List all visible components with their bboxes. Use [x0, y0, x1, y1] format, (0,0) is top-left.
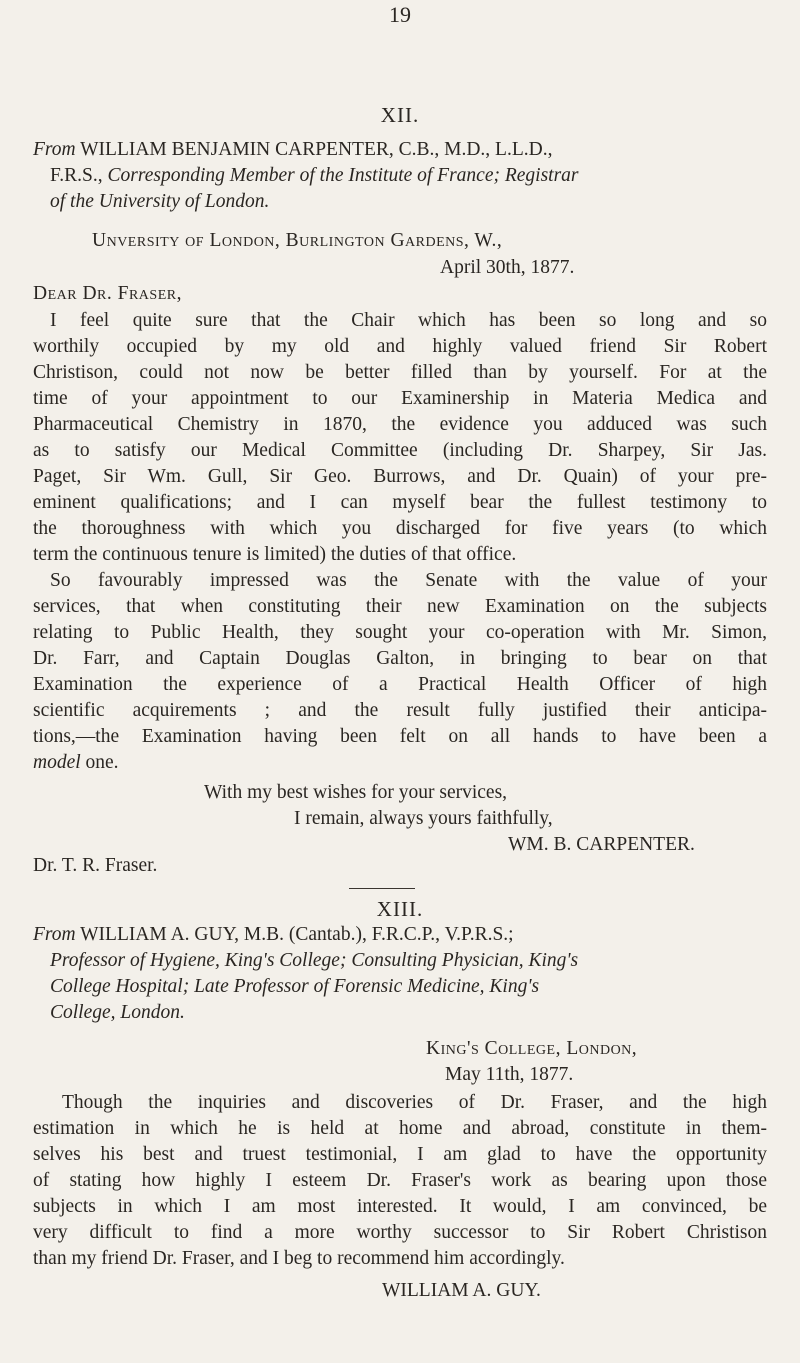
letter-xiii-body-line: subjects in which I am most interested. It would, I am convinced, be	[33, 1196, 767, 1217]
letter-xii-from-line	[33, 137, 552, 163]
letter-xii-body-line: Christison, could not now be better filled than by yourself. For at the	[33, 362, 767, 383]
letter-xii-body-line: I feel quite sure that the Chair which has been so long and so	[50, 310, 767, 331]
letter-xii-date: April 30th, 1877.	[440, 257, 575, 278]
letter-xiii-author: WILLIAM A. GUY, M.B. (Cantab.), F.R.C.P., V.P.R.S.;	[75, 924, 514, 945]
letter-xiii-body-line: Though the inquiries and discoveries of Dr. Fraser, and the high	[62, 1092, 767, 1113]
letter-xiii-body-line: than my friend Dr. Fraser, and I beg to recommend him accordingly.	[33, 1248, 565, 1269]
letter-xii-credentials-1	[50, 163, 579, 189]
letter-xii-body-line: Examination the experience of a Practical Health Officer of high	[33, 674, 767, 695]
letter-xii-signature: WM. B. CARPENTER.	[508, 834, 695, 855]
letter-xiii-numeral: XIII.	[376, 897, 424, 921]
letter-xii-numeral: XII.	[380, 103, 420, 127]
letter-xii-body-line: tions,—the Examination having been felt on all hands to have been a	[33, 726, 767, 747]
letter-xiii-body-line: selves his best and truest testimonial, I am glad to have the opportunity	[33, 1144, 767, 1165]
letter-xiii-date: May 11th, 1877.	[445, 1064, 574, 1085]
letter-xii-body-line: Dr. Farr, and Captain Douglas Galton, in bringing to bear on that	[33, 648, 767, 669]
letter-xii-body-line: time of your appointment to our Examinership in Materia Medica and	[33, 388, 767, 409]
letter-xii-body-line: term the continuous tenure is limited) the duties of that office.	[33, 544, 517, 565]
letter-xii-salutation: Dear Dr. Fraser,	[33, 283, 182, 304]
section-divider	[349, 888, 415, 889]
letter-xii-author: WILLIAM BENJAMIN CARPENTER, C.B., M.D., L.L.D.,	[75, 139, 553, 160]
letter-xii-address-1: Unversity of London, Burlington Gardens, W.,	[92, 230, 503, 251]
letter-xii-body-line: eminent qualifications; and I can myself bear the fullest testimony to	[33, 492, 767, 513]
emphasis-word: model	[33, 752, 81, 773]
letter-xii-body-line: services, that when constituting their new Examination on the subjects	[33, 596, 767, 617]
letter-xii-body-line: as to satisfy our Medical Committee (including Dr. Sharpey, Sir Jas.	[33, 440, 767, 461]
letter-xiii-body-line: very difficult to find a more worthy successor to Sir Robert Christison	[33, 1222, 767, 1243]
letter-xiii-body-line: estimation in which he is held at home and abroad, constitute in them-	[33, 1118, 767, 1139]
letter-xii-closing-1: With my best wishes for your services,	[204, 782, 508, 803]
letter-xii-body-last-line	[33, 750, 119, 776]
letter-xii-credentials-italic: Corresponding Member of the Institute of France; Registrar	[107, 165, 579, 186]
letter-xii-body-line: scientific acquirements ; and the result fully justified their anticipa-	[33, 700, 767, 721]
letter-xii-closing-2: I remain, always yours faithfully,	[294, 808, 553, 829]
letter-xii-credentials-plain: F.R.S.,	[50, 165, 108, 186]
letter-xiii-from-line	[33, 922, 514, 948]
letter-xii-body-line: the thoroughness with which you discharged for five years (to which	[33, 518, 767, 539]
letter-xiii-credentials-3: College, London.	[50, 1002, 185, 1023]
letter-xiii-signature: WILLIAM A. GUY.	[382, 1280, 541, 1301]
letter-xii-body-line: Paget, Sir Wm. Gull, Sir Geo. Burrows, and Dr. Quain) of your pre-	[33, 466, 767, 487]
letter-xiii-credentials-2: College Hospital; Late Professor of Forensic Medicine, King's	[50, 976, 540, 997]
letter-xii-body-line: relating to Public Health, they sought your co-operation with Mr. Simon,	[33, 622, 767, 643]
letter-xiii-address-1: King's College, London,	[426, 1038, 638, 1059]
letter-xii-body-line: worthily occupied by my old and highly valued friend Sir Robert	[33, 336, 767, 357]
letter-xii-body-line: Pharmaceutical Chemistry in 1870, the evidence you adduced was such	[33, 414, 767, 435]
letter-xii-body-line: So favourably impressed was the Senate with the value of your	[50, 570, 767, 591]
from-label: From	[33, 139, 76, 160]
page-number: 19	[389, 2, 411, 27]
letter-xii-addressee: Dr. T. R. Fraser.	[33, 855, 158, 876]
from-label: From	[33, 924, 76, 945]
letter-xiii-body-line: of stating how highly I esteem Dr. Fraser's work as bearing upon those	[33, 1170, 767, 1191]
last-line-rest: one.	[80, 752, 119, 773]
letter-xiii-credentials-1: Professor of Hygiene, King's College; Consulting Physician, King's	[50, 950, 579, 971]
letter-xii-credentials-2: of the University of London.	[50, 191, 270, 212]
